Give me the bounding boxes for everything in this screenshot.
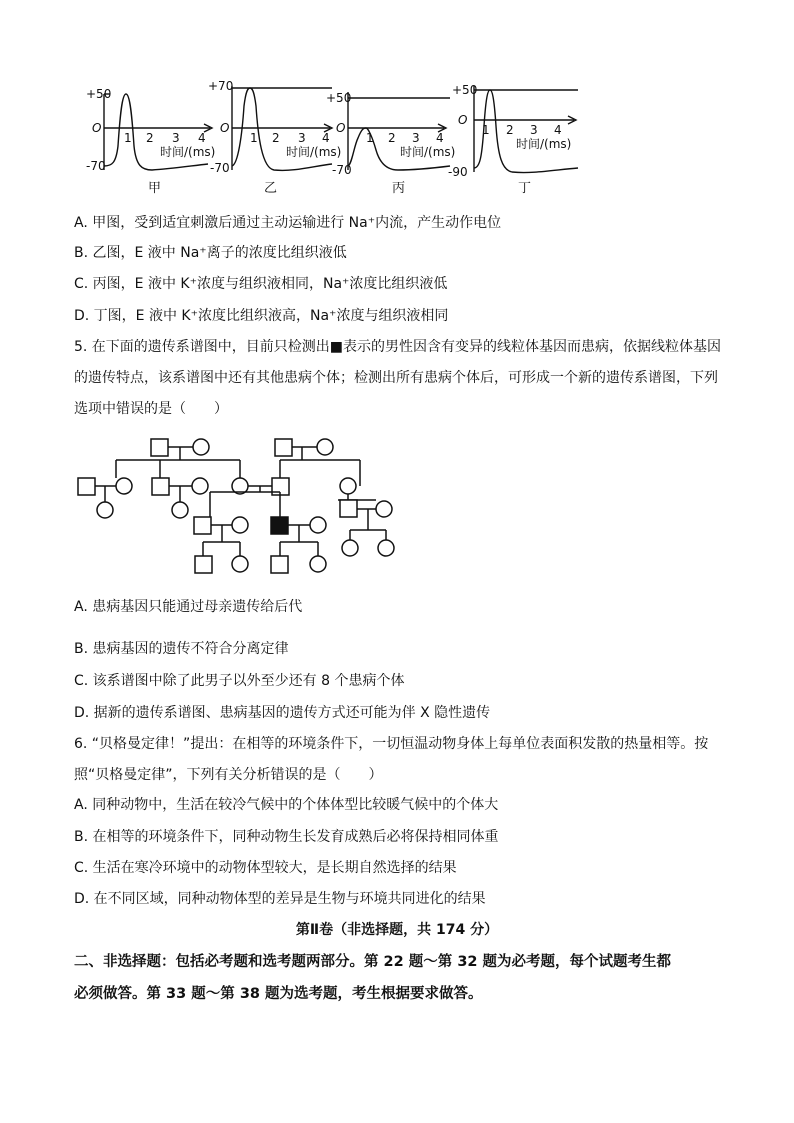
graph-ding-tick: 3 bbox=[530, 123, 538, 137]
graph-bing-tick: 3 bbox=[412, 131, 420, 145]
pedigree-female bbox=[310, 556, 326, 572]
q6-stem-line-1: 6. “贝格曼定律！”提出：在相等的环境条件下，一切恒温动物身体上每单位表面积发散的热量相等。按 bbox=[74, 736, 709, 752]
section-intro-line-2: 必须做答。第 33 题～第 38 题为选考题，考生根据要求做答。 bbox=[74, 986, 483, 1002]
pedigree-female bbox=[342, 540, 358, 556]
graph-ding-tick: 1 bbox=[482, 123, 490, 137]
graph-yi-tick: 3 bbox=[298, 131, 306, 145]
graph-yi-tick: 1 bbox=[250, 131, 258, 145]
q4-option-b: B. 乙图，E 液中 Na⁺离子的浓度比组织液低 bbox=[74, 245, 347, 261]
q6-option-c: C. 生活在寒冷环境中的动物体型较大，是长期自然选择的结果 bbox=[74, 860, 457, 876]
q5-option-d: D. 据新的遗传系谱图、患病基因的遗传方式还可能为伴 X 隐性遗传 bbox=[74, 705, 491, 721]
graph-yi-bottom: -70 bbox=[210, 161, 230, 175]
graph-jia-tick: 4 bbox=[198, 131, 206, 145]
pedigree-female bbox=[232, 517, 248, 533]
pedigree-female bbox=[376, 501, 392, 517]
pedigree-female bbox=[317, 439, 333, 455]
q5-stem-line-3: 选项中错误的是（ ） bbox=[74, 401, 228, 417]
graph-yi-tick: 4 bbox=[322, 131, 330, 145]
q4-option-c: C. 丙图，E 液中 K⁺浓度与组织液相同，Na⁺浓度比组织液低 bbox=[74, 276, 448, 292]
pedigree-male bbox=[152, 478, 169, 495]
pedigree-female bbox=[340, 478, 356, 494]
pedigree-male bbox=[195, 556, 212, 573]
graph-bing-tick: 1 bbox=[366, 131, 374, 145]
q5-stem-line-1: 5. 在下面的遗传系谱图中，目前只检测出■表示的男性因含有变异的线粒体基因而患病，依据线粒体基因 bbox=[74, 339, 722, 355]
graph-bing-caption: 丙 bbox=[392, 181, 406, 196]
graph-jia-tick: 2 bbox=[146, 131, 154, 145]
q4-option-d: D. 丁图，E 液中 K⁺浓度比组织液高，Na⁺浓度与组织液相同 bbox=[74, 308, 449, 324]
q6-option-d: D. 在不同区域，同种动物体型的差异是生物与环境共同进化的结果 bbox=[74, 891, 486, 907]
q5-option-c: C. 该系谱图中除了此男子以外至少还有 8 个患病个体 bbox=[74, 673, 405, 689]
graph-jia-tick: 1 bbox=[124, 131, 132, 145]
pedigree-female bbox=[232, 556, 248, 572]
pedigree-female bbox=[97, 502, 113, 518]
pedigree-male bbox=[78, 478, 95, 495]
graph-bing-tick: 2 bbox=[388, 131, 396, 145]
graph-ding-tick: 4 bbox=[554, 123, 562, 137]
graph-ding-xlabel: 时间/(ms) bbox=[516, 137, 572, 151]
pedigree-female bbox=[172, 502, 188, 518]
graph-yi-caption: 乙 bbox=[264, 181, 278, 196]
pedigree-chart bbox=[70, 430, 410, 580]
graph-yi-xlabel: 时间/(ms) bbox=[286, 145, 342, 159]
pedigree-female bbox=[193, 439, 209, 455]
section-title: 第Ⅱ卷（非选择题，共 174 分） bbox=[295, 922, 499, 938]
graph-jia-tick: 3 bbox=[172, 131, 180, 145]
graph-jia-caption: 甲 bbox=[148, 181, 162, 196]
section-intro-line-1: 二、非选择题：包括必考题和选考题两部分。第 22 题～第 32 题为必考题，每个试题考生都 bbox=[74, 954, 672, 970]
q6-stem-line-2: 照“贝格曼定律”，下列有关分析错误的是（ ） bbox=[74, 767, 383, 783]
pedigree-male bbox=[340, 500, 357, 517]
graph-jia-bottom: -70 bbox=[86, 159, 106, 173]
q6-option-a: A. 同种动物中，生活在较冷气候中的个体体型比较暖气候中的个体大 bbox=[74, 797, 499, 813]
pedigree-male bbox=[151, 439, 168, 456]
q5-option-a: A. 患病基因只能通过母亲遗传给后代 bbox=[74, 599, 303, 615]
graph-jia-top: +50 bbox=[86, 87, 112, 101]
graph-ding-caption: 丁 bbox=[518, 181, 532, 196]
graph-bing-xlabel: 时间/(ms) bbox=[400, 145, 456, 159]
potential-graphs bbox=[70, 76, 590, 198]
q5-option-b: B. 患病基因的遗传不符合分离定律 bbox=[74, 641, 289, 657]
graph-ding-top: +50 bbox=[452, 83, 478, 97]
pedigree-female bbox=[378, 540, 394, 556]
graph-yi-origin: O bbox=[220, 121, 230, 135]
pedigree-female bbox=[116, 478, 132, 494]
graph-bing-origin: O bbox=[336, 121, 346, 135]
graph-bing-bottom: -70 bbox=[332, 163, 352, 177]
q5-stem-line-2: 的遗传特点，该系谱图中还有其他患病个体；检测出所有患病个体后，可形成一个新的遗传系谱图，下列 bbox=[74, 370, 718, 386]
graph-yi-tick: 2 bbox=[272, 131, 280, 145]
graph-jia-origin: O bbox=[92, 121, 102, 135]
q6-option-b: B. 在相等的环境条件下，同种动物生长发育成熟后必将保持相同体重 bbox=[74, 829, 499, 845]
graph-bing-top: +50 bbox=[326, 91, 352, 105]
pedigree-affected-male bbox=[271, 517, 288, 534]
graph-ding-bottom: -90 bbox=[448, 165, 468, 179]
pedigree-male bbox=[194, 517, 211, 534]
pedigree-male bbox=[275, 439, 292, 456]
graph-ding-origin: O bbox=[458, 113, 468, 127]
graph-yi-top: +70 bbox=[208, 79, 234, 93]
graph-ding-tick: 2 bbox=[506, 123, 514, 137]
graph-bing-tick: 4 bbox=[436, 131, 444, 145]
pedigree-male bbox=[271, 556, 288, 573]
pedigree-female bbox=[310, 517, 326, 533]
pedigree-female bbox=[192, 478, 208, 494]
graph-jia-xlabel: 时间/(ms) bbox=[160, 145, 216, 159]
q4-option-a: A. 甲图，受到适宜刺激后通过主动运输进行 Na⁺内流，产生动作电位 bbox=[74, 215, 502, 231]
